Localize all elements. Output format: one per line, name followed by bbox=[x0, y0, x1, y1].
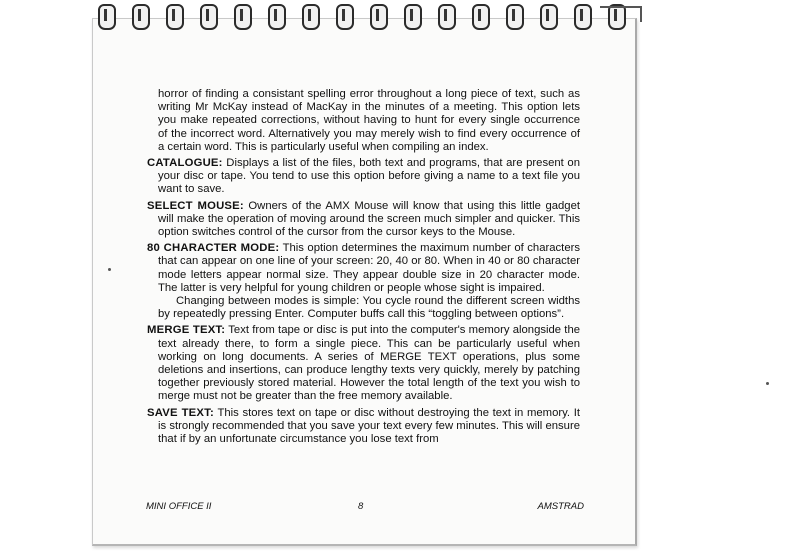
entry-80-character-mode bbox=[147, 242, 580, 295]
binding-edge bbox=[600, 6, 642, 22]
speck bbox=[108, 268, 111, 271]
entry-term: MERGE TEXT: bbox=[147, 324, 226, 337]
ring-icon bbox=[404, 4, 422, 30]
entry-select-mouse bbox=[147, 200, 580, 240]
footer-title: MINI OFFICE II bbox=[146, 501, 212, 512]
page-body bbox=[147, 88, 581, 446]
ring-icon bbox=[166, 4, 184, 30]
entry-text: This stores text on tape or disc without destroying the text in memory. It is strongly recommended that you save your text every few minutes. This will ensure that if by an unfortunate circumstance you lose text from bbox=[158, 406, 581, 446]
ring-icon bbox=[540, 4, 558, 30]
entry-term: 80 CHARACTER MODE: bbox=[147, 242, 280, 255]
footer-brand: AMSTRAD bbox=[537, 501, 584, 512]
entry-save-text bbox=[147, 407, 580, 447]
entry-text: Text from tape or disc is put into the computer's memory alongside the text already there, to form a single piece. This can be particularly useful when working on long documents. A series of MERGE TEXT operations, plus some deletions and insertions, can produce lengthy texts very quickly, merely by patching together previously stored material. However the total length of the text you wish to merge must not be greater than the free memory available. bbox=[158, 324, 581, 403]
ring-icon bbox=[200, 4, 218, 30]
entry-term: SAVE TEXT: bbox=[147, 406, 214, 419]
entry-text: This option determines the maximum number of characters that can appear on one line of your screen: 20, 40 or 80. When in 40 or 80 character mode letters appear normal size. They appear double size in 20 character mode. The latter is very helpful for young children or people whose sight is impaired. bbox=[158, 242, 581, 294]
entry-80-character-mode-extra: Changing between modes is simple: You cycle round the different screen widths by repeatedly pressing Enter. Computer buffs call this “toggling between options”. bbox=[158, 295, 580, 321]
entry-term: CATALOGUE: bbox=[147, 157, 223, 170]
intro-paragraph: horror of finding a consistant spelling error throughout a long piece of text, such as writing Mr McKay instead of MacKay in the minutes of a meeting. This option lets you make repeated corrections, without having to hunt for every single occurrence of the incorrect word. Alternatively you may merely wish to find every occurrence of a certain word. This is particularly useful when compiling an index. bbox=[158, 88, 580, 153]
ring-icon bbox=[132, 4, 150, 30]
ring-icon bbox=[98, 4, 116, 30]
entry-text: Displays a list of the files, both text and programs, that are present on your disc or tape. You tend to use this option before giving a name to a text file you want to save. bbox=[158, 157, 580, 196]
entry-catalogue bbox=[147, 157, 580, 197]
ring-icon bbox=[370, 4, 388, 30]
ring-icon bbox=[506, 4, 524, 30]
ring-icon bbox=[472, 4, 490, 30]
ring-icon bbox=[302, 4, 320, 30]
ring-icon bbox=[234, 4, 252, 30]
speck bbox=[766, 382, 769, 385]
entry-term: SELECT MOUSE: bbox=[147, 199, 244, 212]
ring-icon bbox=[336, 4, 354, 30]
spiral-binding bbox=[0, 0, 800, 40]
entry-text: Owners of the AMX Mouse will know that using this little gadget will make the operation of moving around the screen much simpler and quicker. This option switches control of the cursor from the cursor keys to the Mouse. bbox=[158, 199, 580, 239]
ring-icon bbox=[438, 4, 456, 30]
ring-icon bbox=[574, 4, 592, 30]
ring-icon bbox=[268, 4, 286, 30]
page-number: 8 bbox=[358, 501, 364, 512]
entry-merge-text bbox=[147, 324, 580, 403]
